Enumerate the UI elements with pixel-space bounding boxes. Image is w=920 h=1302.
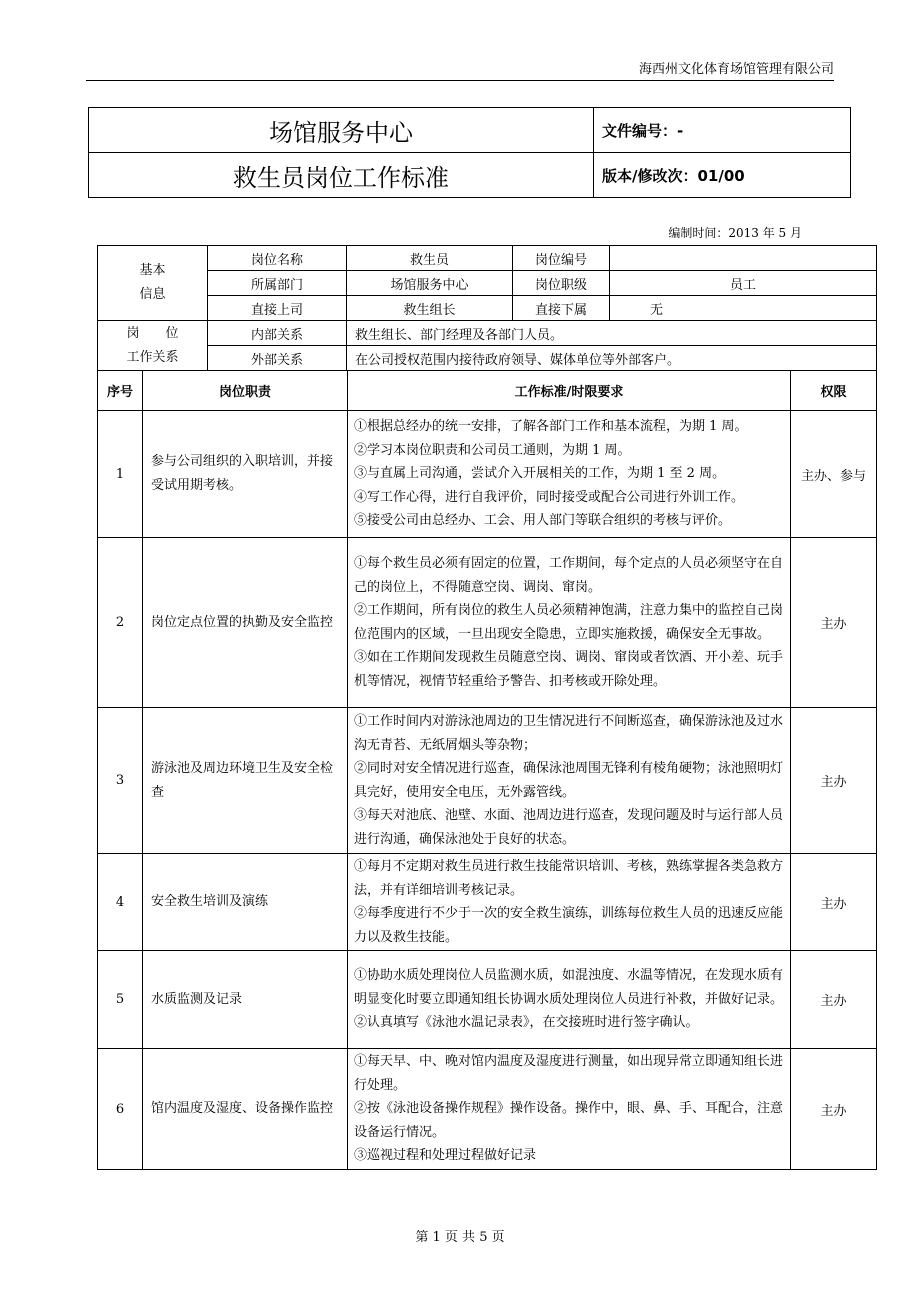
standard-item: ①根据总经办的统一安排，了解各部门工作和基本流程，为期 1 周。 <box>354 419 748 435</box>
row-standards <box>348 854 791 951</box>
standard-item: ②认真填写《泳池水温记录表》，在交接班时进行签字确认。 <box>354 1015 699 1031</box>
standard-item: ②同时对安全情况进行巡查，确保泳池周围无锋利有棱角硬物；泳池照明灯具完好，使用安全电压，无外露管线。 <box>354 761 784 800</box>
table-row <box>98 951 877 1049</box>
company-name: 海西州文化体育场馆管理有限公司 <box>638 62 834 77</box>
table-row <box>98 1049 877 1170</box>
direct-subordinate-label: 直接下属 <box>513 296 610 321</box>
standard-item: ③巡视过程和处理过程做好记录 <box>354 1148 537 1164</box>
row-authority: 主办 <box>791 1049 877 1170</box>
standard-item: ③每天对池底、池壁、水面、池周边进行巡查，发现问题及时与运行部人员进行沟通，确保泳池处于良好的状态。 <box>354 808 784 847</box>
row-authority: 主办 <box>791 854 877 951</box>
standard-item: ②按《泳池设备操作规程》操作设备。操作中，眼、鼻、手、耳配合，注意设备运行情况。 <box>354 1101 784 1140</box>
table-row <box>98 854 877 951</box>
row-num: 6 <box>98 1049 143 1170</box>
standard-item: ①每个救生员必须有固定的位置，工作期间，每个定点的人员必须坚守在自己的岗位上，不得随意空岗、调岗、窜岗。 <box>354 556 784 595</box>
row-authority: 主办、参与 <box>791 411 877 538</box>
standard-item: ③如在工作期间发现救生员随意空岗、调岗、窜岗或者饮酒、开小差、玩手机等情况，视情节轻重给予警告、扣考核或开除处理。 <box>354 650 784 689</box>
work-relations-label: 岗 位 工作关系 <box>98 321 208 371</box>
row-standards <box>348 411 791 538</box>
standard-item: ①每天早、中、晚对馆内温度及湿度进行测量，如出现异常立即通知组长进行处理。 <box>354 1054 784 1093</box>
row-duty: 参与公司组织的入职培训，并接受试用期考核。 <box>143 411 348 538</box>
row-num: 1 <box>98 411 143 538</box>
header-rule <box>86 80 834 81</box>
duty-table-header <box>98 371 877 411</box>
table-row <box>98 538 877 708</box>
compiled-date: 编制时间：2013 年 5 月 <box>668 226 802 240</box>
header-standard: 工作标准/时限要求 <box>348 371 791 411</box>
center-name: 场馆服务中心 <box>89 108 594 153</box>
header-authority: 权限 <box>791 371 877 411</box>
row-num: 2 <box>98 538 143 708</box>
table-row <box>98 708 877 854</box>
department-label: 所属部门 <box>208 271 347 296</box>
document-title: 救生员岗位工作标准 <box>89 153 594 198</box>
row-duty: 馆内温度及湿度、设备操作监控 <box>143 1049 348 1170</box>
post-level-value: 员工 <box>610 271 877 296</box>
post-no-value <box>610 246 877 271</box>
standard-item: ①工作时间内对游泳池周边的卫生情况进行不间断巡查，确保游泳池及过水沟无青苔、无纸屑烟头等杂物； <box>354 714 784 753</box>
row-duty: 岗位定点位置的执勤及安全监控 <box>143 538 348 708</box>
header-num: 序号 <box>98 371 143 411</box>
header-duty: 岗位职责 <box>143 371 348 411</box>
title-block <box>88 107 851 198</box>
post-name-label: 岗位名称 <box>208 246 347 271</box>
row-authority: 主办 <box>791 538 877 708</box>
external-relations-label: 外部关系 <box>208 346 347 371</box>
internal-relations-label: 内部关系 <box>208 321 347 346</box>
row-duty: 游泳池及周边环境卫生及安全检查 <box>143 708 348 854</box>
table-row <box>98 411 877 538</box>
row-duty: 水质监测及记录 <box>143 951 348 1049</box>
standard-item: ②每季度进行不少于一次的安全救生演练，训练每位救生人员的迅速反应能力以及救生技能。 <box>354 906 784 945</box>
standard-item: ③与直属上司沟通，尝试介入开展相关的工作，为期 1 至 2 周。 <box>354 466 726 482</box>
basic-info-table <box>97 245 877 371</box>
row-authority: 主办 <box>791 708 877 854</box>
basic-info-label: 基本 信息 <box>98 246 208 321</box>
post-level-label: 岗位职级 <box>513 271 610 296</box>
row-num: 4 <box>98 854 143 951</box>
row-standards <box>348 1049 791 1170</box>
standard-item: ②学习本岗位职责和公司员工通则，为期 1 周。 <box>354 442 631 458</box>
internal-relations-value: 救生组长、部门经理及各部门人员。 <box>347 321 877 346</box>
department-value: 场馆服务中心 <box>347 271 513 296</box>
row-num: 5 <box>98 951 143 1049</box>
row-standards <box>348 538 791 708</box>
row-authority: 主办 <box>791 951 877 1049</box>
row-duty: 安全救生培训及演练 <box>143 854 348 951</box>
file-number: 文件编号：- <box>594 108 851 153</box>
standard-item: ①协助水质处理岗位人员监测水质，如混浊度、水温等情况，在发现水质有明显变化时要立即通知组长协调水质处理岗位人员进行补救，并做好记录。 <box>354 968 784 1007</box>
standard-item: ④写工作心得，进行自我评价，同时接受或配合公司进行外训工作。 <box>354 489 745 505</box>
row-standards <box>348 708 791 854</box>
row-num: 3 <box>98 708 143 854</box>
standard-item: ①每月不定期对救生员进行救生技能常识培训、考核，熟练掌握各类急救方法，并有详细培训考核记录。 <box>354 859 784 898</box>
standard-item: ⑤接受公司由总经办、工会、用人部门等联合组织的考核与评价。 <box>354 513 732 529</box>
external-relations-value: 在公司授权范围内接待政府领导、媒体单位等外部客户。 <box>347 346 877 371</box>
row-standards <box>348 951 791 1049</box>
page-footer: 第 1 页 共 5 页 <box>415 1230 505 1245</box>
direct-superior-value: 救生组长 <box>347 296 513 321</box>
direct-subordinate-value: 无 <box>610 296 877 321</box>
direct-superior-label: 直接上司 <box>208 296 347 321</box>
duty-table <box>97 370 877 1170</box>
post-no-label: 岗位编号 <box>513 246 610 271</box>
post-name-value: 救生员 <box>347 246 513 271</box>
version-info: 版本/修改次：01/00 <box>594 153 851 198</box>
standard-item: ②工作期间，所有岗位的救生人员必须精神饱满，注意力集中的监控自己岗位范围内的区域，一旦出现安全隐患，立即实施救援，确保安全无事故。 <box>354 603 784 642</box>
